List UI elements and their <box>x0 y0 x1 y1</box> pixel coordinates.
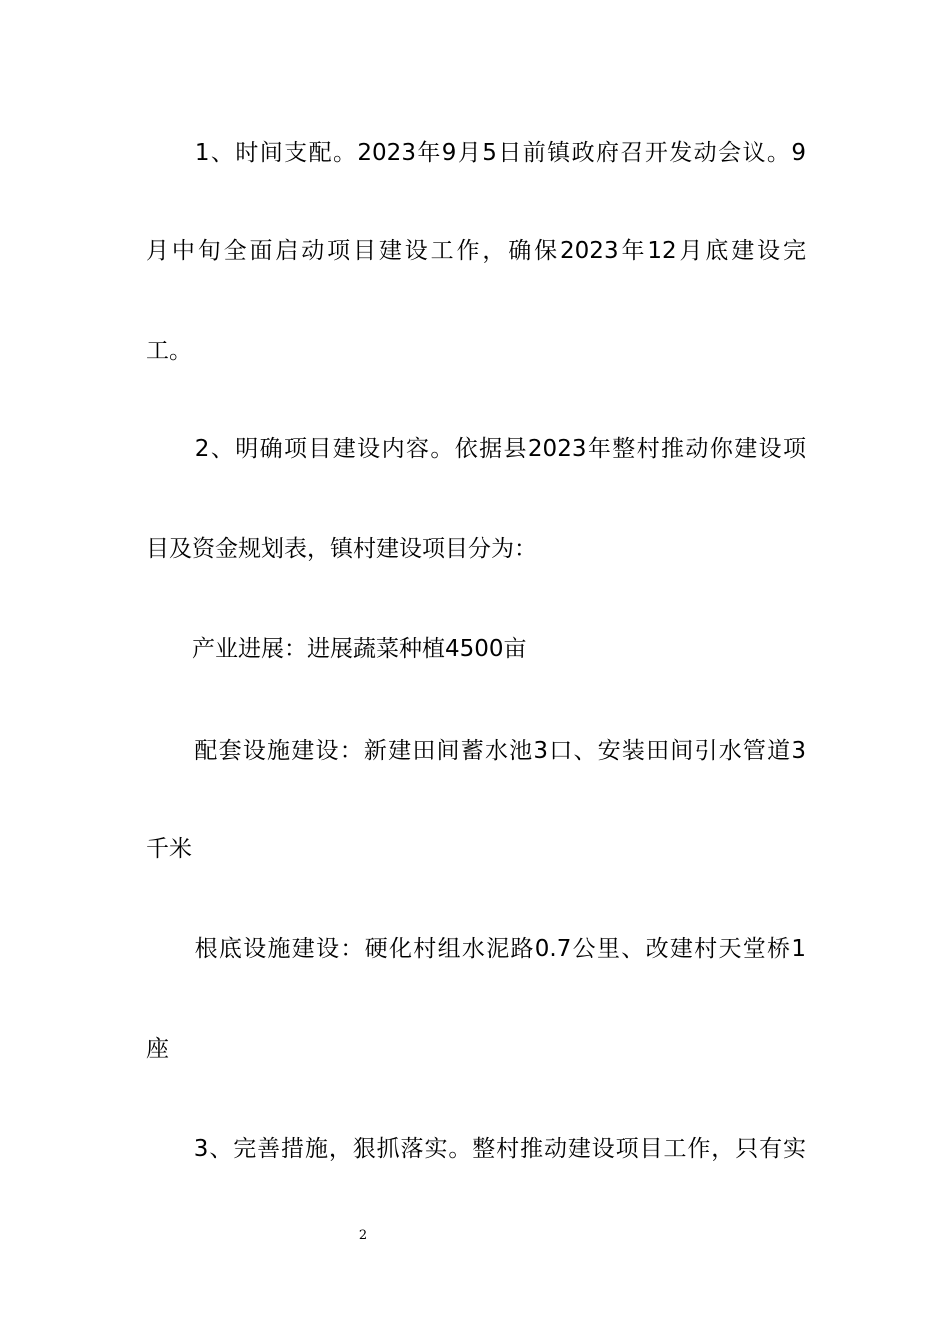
paragraph-2-line-1: 2、明确项目建设内容。依据县2023年整村推动你建设项 <box>146 436 806 462</box>
paragraph-2-line-2: 目及资金规划表，镇村建设项目分为： <box>146 536 537 562</box>
supporting-facilities-line-2: 千米 <box>146 836 192 862</box>
paragraph-1-line-3: 工。 <box>146 338 192 364</box>
supporting-facilities-line-1: 配套设施建设：新建田间蓄水池3口、安装田间引水管道3 <box>146 738 806 764</box>
infrastructure-line-1: 根底设施建设：硬化村组水泥路0.7公里、改建村天堂桥1 <box>146 936 806 962</box>
industry-item: 产业进展：进展蔬菜种植4500亩 <box>146 636 527 662</box>
page-number: 2 <box>358 1228 368 1243</box>
infrastructure-line-2: 座 <box>146 1036 169 1062</box>
paragraph-1-line-2: 月中旬全面启动项目建设工作，确保2023年12月底建设完 <box>146 238 806 264</box>
paragraph-3-line-1: 3、完善措施，狠抓落实。整村推动建设项目工作，只有实 <box>146 1136 806 1162</box>
paragraph-1-line-1: 1、时间支配。2023年9月5日前镇政府召开发动会议。9 <box>146 140 806 166</box>
